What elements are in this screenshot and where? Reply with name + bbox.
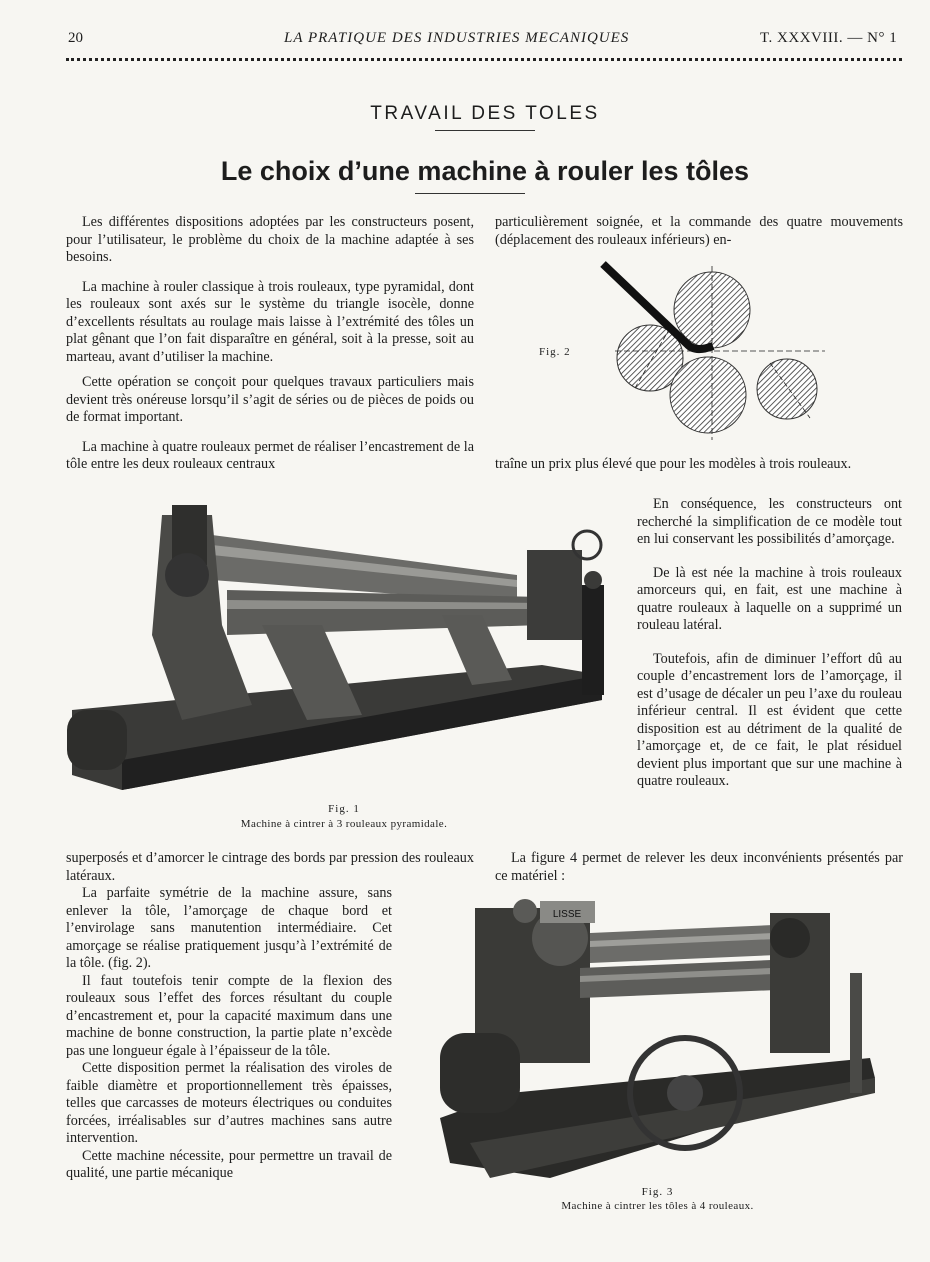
paragraph: Cette opération se conçoit pour quelques travaux particuliers mais devient très onéreuse lorsqu’il s’agit de séries ou de pièces de poids ou de format important.	[66, 374, 474, 425]
page-number: 20	[68, 30, 83, 46]
right-column-narrow	[637, 496, 902, 791]
left-column-top	[66, 214, 474, 474]
paragraph: Cette machine nécessite, pour permettre un travail de qualité, une partie mécanique	[66, 1147, 392, 1181]
fig3-machine-photo	[430, 893, 885, 1183]
paragraph: La figure 4 permet de relever les deux inconvénients présentés par ce matériel :	[495, 850, 903, 884]
paragraph: Toutefois, afin de diminuer l’effort dû au couple d’encastrement lors de l’amorçage, il est d’usage de décaler un peu l’axe du rouleau inférieur central. Il est évident que cette disposition est au détriment de la qualité de l’amorçage et, de ce fait, le plat résiduel devient plus important que sur une machine à quatre rouleaux.	[637, 650, 902, 789]
right-column-top	[495, 214, 903, 249]
paragraph: La machine à quatre rouleaux permet de réaliser l’encastrement de la tôle entre les deux rouleaux centraux	[66, 438, 474, 472]
paragraph: Il faut toutefois tenir compte de la flexion des rouleaux sous l’effet des forces résultant du couple d’encastrement et, pour la capacité maximum dans une machine de bonne construction, la partie plate n’excède pas une longueur égale à l’épaisseur de la tôle.	[66, 972, 392, 1059]
paragraph: Cette disposition permet la réalisation des viroles de faible diamètre et proportionnellement très épaisses, telles que carcasses de moteurs électriques ou conduites forcées, irréalisables sur d’autres machines sans autre intervention.	[66, 1060, 392, 1146]
section-heading: TRAVAIL DES TOLES	[370, 103, 600, 124]
fig2-label: Fig. 2	[539, 346, 571, 358]
fig3-plate-text: LISSE	[552, 909, 582, 920]
header-dotted-rule	[66, 58, 902, 61]
fig3-caption: Machine à cintrer les tôles à 4 rouleaux.	[561, 1200, 754, 1212]
paragraph: La machine à rouler classique à trois rouleaux, type pyramidal, dont les rouleaux sont axés sur le système du triangle isocèle, donne d’excellents résultats au roulage mais laisse à l’extrémité des tôles un plat gênant que l’on fait disparaître en général, soit à la presse, soit au marteau, avant d’utiliser la machine.	[66, 278, 474, 365]
paragraph: Les différentes dispositions adoptées par les constructeurs posent, pour l’utilisateur, le problème du choix de la machine adaptée à ses besoins.	[66, 214, 474, 265]
right-column-mid	[495, 456, 903, 474]
left-column-bottom-intro	[66, 850, 474, 885]
roller-bottom	[670, 357, 746, 433]
roller-top	[674, 272, 750, 348]
fig3-label: Fig. 3	[641, 1186, 674, 1198]
paragraph: particulièrement soignée, et la commande des quatre mouvements (déplacement des rouleaux inférieurs) en-	[495, 214, 903, 248]
paragraph: superposés et d’amorcer le cintrage des bords par pression des rouleaux latéraux.	[66, 850, 474, 884]
running-title: LA PRATIQUE DES INDUSTRIES MECANIQUES	[284, 30, 630, 46]
fig1-label: Fig. 1	[328, 803, 360, 815]
fig1-caption: Machine à cintrer à 3 rouleaux pyramidale.	[240, 818, 448, 830]
paragraph: La parfaite symétrie de la machine assure, sans enlever la tôle, l’amorçage de chaque bord et l’envirolage sans manutention intermédiaire. Cet amorçage se réalise pratiquement jusqu’à l’extrémité de la tôle. (fig. 2).	[66, 885, 392, 971]
paragraph: De là est née la machine à trois rouleaux amorceurs qui, en fait, est une machine à quatre rouleaux à laquelle on a supprimé un rouleau latéral.	[637, 564, 902, 633]
article-title: Le choix d’une machine à rouler les tôles	[220, 156, 750, 186]
fig1-machine-photo	[62, 505, 612, 805]
issue-number: T. XXXVIII. — N° 1	[760, 30, 898, 46]
paragraph: En conséquence, les constructeurs ont recherché la simplification de ce modèle tout en lui conservant les possibilités d’amorçage.	[637, 496, 902, 547]
roller-right	[757, 359, 817, 419]
right-column-bottom	[495, 850, 903, 885]
section-rule	[435, 130, 535, 131]
left-column-bottom	[66, 885, 392, 1183]
fig2-roller-diagram	[595, 258, 830, 443]
paragraph: traîne un prix plus élevé que pour les modèles à trois rouleaux.	[495, 456, 852, 472]
title-rule	[415, 193, 525, 194]
